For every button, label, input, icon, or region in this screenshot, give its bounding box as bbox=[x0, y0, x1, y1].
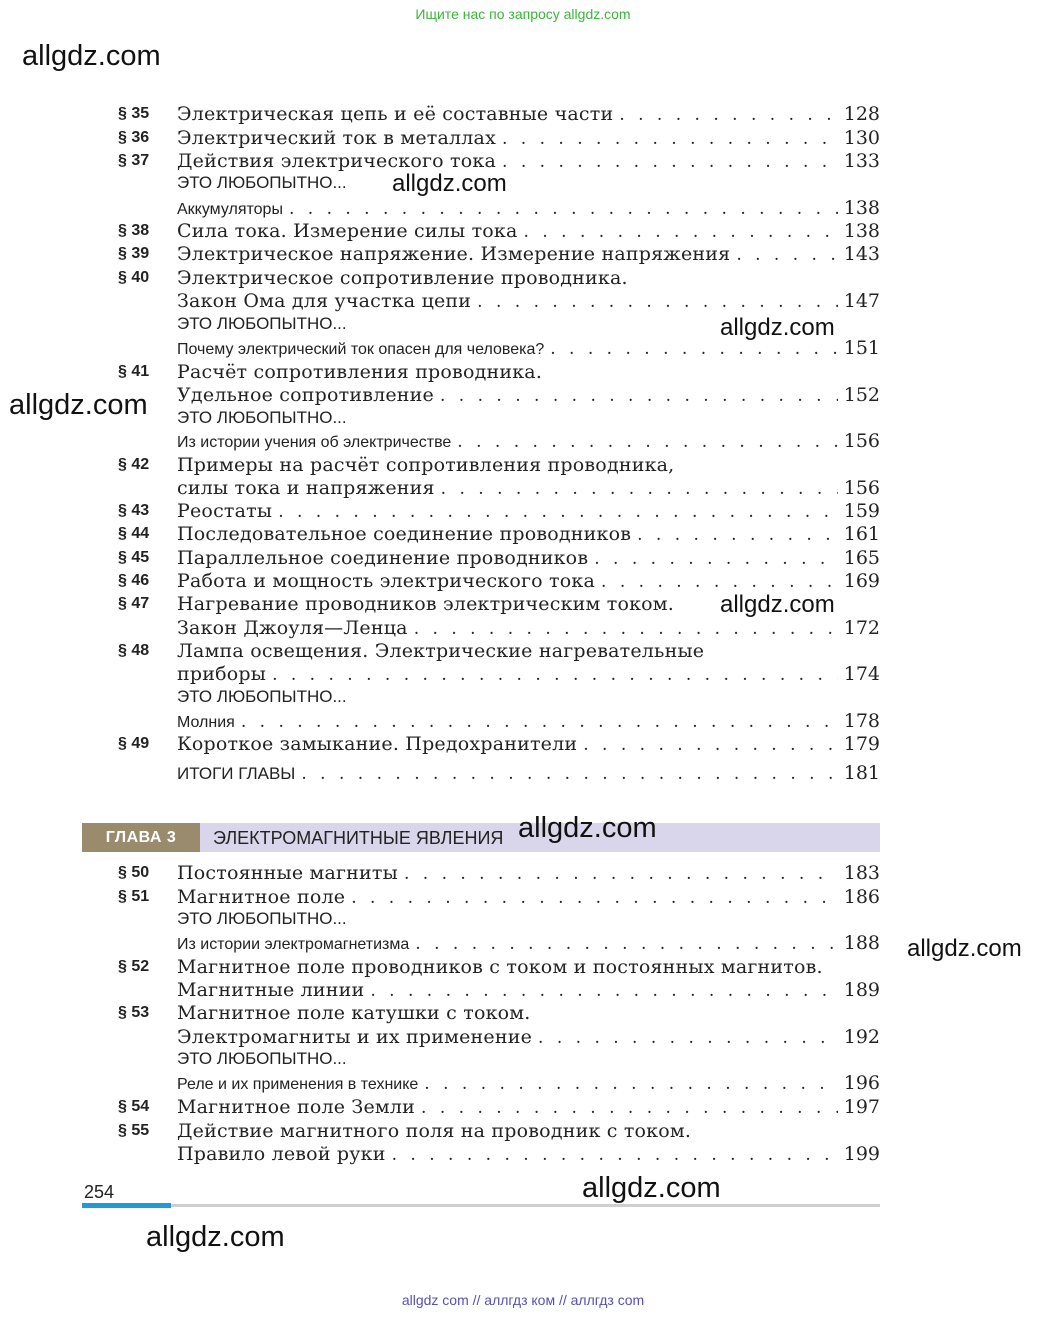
toc-entry bbox=[118, 384, 880, 407]
toc-line bbox=[177, 220, 880, 242]
watermark: allgdz.com bbox=[9, 389, 148, 421]
toc-entry bbox=[118, 408, 880, 431]
toc-title: силы тока и напряжения bbox=[177, 477, 435, 499]
toc-entry bbox=[118, 127, 880, 150]
toc-title: Нагревание проводников электрическим током. bbox=[177, 593, 675, 615]
toc-title: Аккумуляторы bbox=[177, 201, 283, 218]
section-number: § 47 bbox=[118, 595, 150, 612]
toc-entry bbox=[118, 1072, 880, 1095]
bottom-banner: allgdz com // аллгдз ком // аллгдз com bbox=[401, 1292, 645, 1308]
dot-leader bbox=[736, 245, 837, 265]
toc-line bbox=[177, 523, 880, 545]
toc-page-number: 152 bbox=[843, 384, 880, 406]
toc-entry bbox=[118, 173, 880, 196]
toc-title: Из истории учения об электричестве bbox=[177, 434, 452, 451]
toc-title: Электромагниты и их применение bbox=[177, 1026, 533, 1048]
toc-title: Электрическое сопротивление проводника. bbox=[177, 267, 628, 289]
toc-entry bbox=[118, 1120, 880, 1143]
toc-page-number: 156 bbox=[843, 477, 880, 499]
toc-line bbox=[177, 243, 880, 265]
toc-entry bbox=[118, 477, 880, 500]
toc-title: ЭТО ЛЮБОПЫТНО... bbox=[177, 909, 347, 928]
toc-entry bbox=[118, 197, 880, 220]
toc-entry bbox=[118, 454, 880, 477]
dot-leader bbox=[457, 432, 837, 452]
toc-title: Последовательное соединение проводников bbox=[177, 523, 632, 545]
toc-page-number: 156 bbox=[843, 430, 880, 452]
section-number: § 48 bbox=[118, 642, 150, 659]
toc-title: Магнитные линии bbox=[177, 979, 365, 1001]
section-number: § 49 bbox=[118, 735, 150, 752]
toc-line bbox=[177, 886, 880, 908]
section-number: § 39 bbox=[118, 245, 150, 262]
toc-page-number: 128 bbox=[843, 103, 880, 125]
toc-line bbox=[177, 314, 880, 334]
toc-title: Магнитное поле проводников с током и постоянных магнитов. bbox=[177, 956, 823, 978]
dot-leader bbox=[351, 888, 838, 908]
toc-line bbox=[177, 733, 880, 755]
watermark: allgdz.com bbox=[720, 314, 835, 341]
dot-leader bbox=[289, 199, 838, 219]
toc-line bbox=[177, 1096, 880, 1118]
section-number: § 35 bbox=[118, 105, 150, 122]
toc-line bbox=[177, 932, 880, 954]
section-number: § 46 bbox=[118, 572, 150, 589]
toc-line bbox=[177, 150, 880, 172]
dot-leader bbox=[370, 981, 837, 1001]
toc-line bbox=[177, 687, 880, 707]
toc-page-number: 143 bbox=[843, 243, 880, 265]
toc-line bbox=[177, 290, 880, 312]
toc-entry bbox=[118, 570, 880, 593]
toc-entry bbox=[118, 361, 880, 384]
toc-page-number: 188 bbox=[843, 932, 880, 954]
toc-entry bbox=[118, 523, 880, 546]
toc-line bbox=[177, 862, 880, 884]
toc-entry bbox=[118, 103, 880, 126]
toc-title: Электрическая цепь и её составные части bbox=[177, 103, 614, 125]
dot-leader bbox=[583, 735, 838, 755]
toc-entry bbox=[118, 956, 880, 979]
toc-title: Магнитное поле катушки с током. bbox=[177, 1002, 531, 1024]
toc-page-number: 169 bbox=[843, 570, 880, 592]
chapter-tag: ГЛАВА 3 bbox=[82, 823, 200, 852]
toc-page-number: 189 bbox=[843, 979, 880, 1001]
toc-page-number: 133 bbox=[843, 150, 880, 172]
toc-title: Работа и мощность электрического тока bbox=[177, 570, 596, 592]
dot-leader bbox=[415, 934, 837, 954]
toc-page-number: 138 bbox=[843, 220, 880, 242]
chapter-title: ЭЛЕКТРОМАГНИТНЫЕ ЯВЛЕНИЯ bbox=[213, 828, 504, 848]
toc-title: Действие магнитного поля на проводник с током. bbox=[177, 1120, 692, 1142]
toc-title: Магнитное поле Земли bbox=[177, 1096, 416, 1118]
toc-entry bbox=[118, 762, 880, 785]
toc-line bbox=[177, 384, 880, 406]
toc-entry bbox=[118, 500, 880, 523]
dot-leader bbox=[392, 1145, 838, 1165]
toc-title: Реостаты bbox=[177, 500, 273, 522]
toc-entry bbox=[118, 314, 880, 337]
toc-line bbox=[177, 267, 880, 289]
toc-line bbox=[177, 1049, 880, 1069]
toc-entry bbox=[118, 290, 880, 313]
toc-entry bbox=[118, 886, 880, 909]
dot-leader bbox=[272, 665, 838, 685]
watermark: allgdz.com bbox=[146, 1221, 285, 1253]
section-number: § 41 bbox=[118, 363, 150, 380]
toc-line bbox=[177, 547, 880, 569]
toc-page-number: 183 bbox=[843, 862, 880, 884]
toc-line bbox=[177, 477, 880, 499]
toc-page-number: 172 bbox=[843, 617, 880, 639]
dot-leader bbox=[538, 1028, 838, 1048]
toc-entry bbox=[118, 617, 880, 640]
dot-leader bbox=[241, 712, 838, 732]
toc-line bbox=[177, 127, 880, 149]
toc-line bbox=[177, 570, 880, 592]
toc-line bbox=[177, 762, 880, 784]
toc-line bbox=[177, 1072, 880, 1094]
toc-entry bbox=[118, 979, 880, 1002]
toc-title: Закон Ома для участка цепи bbox=[177, 290, 472, 312]
toc-entry bbox=[118, 640, 880, 663]
toc-title: Расчёт сопротивления проводника. bbox=[177, 361, 543, 383]
toc-entry bbox=[118, 430, 880, 453]
toc-page-number: 147 bbox=[843, 290, 880, 312]
toc-line bbox=[177, 979, 880, 1001]
dot-leader bbox=[550, 339, 837, 359]
watermark: allgdz.com bbox=[720, 591, 835, 618]
toc-title: Лампа освещения. Электрические нагревательные bbox=[177, 640, 705, 662]
toc-line bbox=[177, 593, 880, 615]
toc-entry bbox=[118, 1049, 880, 1072]
section-number: § 40 bbox=[118, 269, 150, 286]
toc-page-number: 186 bbox=[843, 886, 880, 908]
toc-line bbox=[177, 663, 880, 685]
dot-leader bbox=[637, 525, 838, 545]
toc-page-number: 178 bbox=[843, 710, 880, 732]
chapter-header bbox=[82, 823, 880, 852]
section-number: § 37 bbox=[118, 152, 150, 169]
toc-entry bbox=[118, 243, 880, 266]
toc-line bbox=[177, 1026, 880, 1048]
toc-title: Действия электрического тока bbox=[177, 150, 497, 172]
toc-page-number: 161 bbox=[843, 523, 880, 545]
toc-title: ЭТО ЛЮБОПЫТНО... bbox=[177, 1049, 347, 1068]
toc-entry bbox=[118, 220, 880, 243]
dot-leader bbox=[424, 1074, 837, 1094]
toc-line bbox=[177, 1120, 880, 1142]
toc-title: Почему электрический ток опасен для человека? bbox=[177, 341, 545, 358]
section-number: § 53 bbox=[118, 1004, 150, 1021]
toc-line bbox=[177, 173, 880, 193]
dot-leader bbox=[502, 152, 838, 172]
dot-leader bbox=[440, 386, 838, 406]
toc-title: Из истории электромагнетизма bbox=[177, 936, 410, 953]
toc-page-number: 181 bbox=[843, 762, 880, 784]
toc-title: ЭТО ЛЮБОПЫТНО... bbox=[177, 173, 347, 192]
watermark: allgdz.com bbox=[518, 812, 657, 844]
dot-leader bbox=[421, 1098, 838, 1118]
toc-line bbox=[177, 500, 880, 522]
toc-page-number: 159 bbox=[843, 500, 880, 522]
toc-entry bbox=[118, 593, 880, 616]
toc-title: ЭТО ЛЮБОПЫТНО... bbox=[177, 687, 347, 706]
toc-title: Короткое замыкание. Предохранители bbox=[177, 733, 578, 755]
toc-title: ИТОГИ ГЛАВЫ bbox=[177, 764, 296, 783]
dot-leader bbox=[441, 479, 838, 499]
toc-title: Молния bbox=[177, 714, 235, 731]
toc-page-number: 174 bbox=[843, 663, 880, 685]
toc-entry bbox=[118, 1096, 880, 1119]
toc-entry bbox=[118, 150, 880, 173]
toc-line bbox=[177, 1143, 880, 1165]
toc-title: Электрическое напряжение. Измерение напряжения bbox=[177, 243, 731, 265]
section-number: § 42 bbox=[118, 456, 150, 473]
toc-line bbox=[177, 640, 880, 662]
toc-line bbox=[177, 430, 880, 452]
toc-entry bbox=[118, 547, 880, 570]
toc-line bbox=[177, 454, 880, 476]
watermark: allgdz.com bbox=[907, 935, 1022, 962]
dot-leader bbox=[502, 129, 838, 149]
dot-leader bbox=[601, 572, 838, 592]
toc-title: Правило левой руки bbox=[177, 1143, 386, 1165]
section-number: § 52 bbox=[118, 958, 150, 975]
toc-line bbox=[177, 956, 880, 978]
section-number: § 36 bbox=[118, 129, 150, 146]
toc-page-number: 130 bbox=[843, 127, 880, 149]
dot-leader bbox=[477, 292, 838, 312]
toc-entry bbox=[118, 710, 880, 733]
toc-title: ЭТО ЛЮБОПЫТНО... bbox=[177, 314, 347, 333]
toc-title: Постоянные магниты bbox=[177, 862, 398, 884]
footer-accent-bar bbox=[82, 1203, 171, 1208]
toc-page-number: 179 bbox=[843, 733, 880, 755]
watermark: allgdz.com bbox=[392, 170, 507, 197]
toc-title: Реле и их применения в технике bbox=[177, 1076, 419, 1093]
toc-line bbox=[177, 197, 880, 219]
toc-page-number: 165 bbox=[843, 547, 880, 569]
watermark: allgdz.com bbox=[22, 40, 161, 72]
section-number: § 55 bbox=[118, 1122, 150, 1139]
toc-line bbox=[177, 361, 880, 383]
watermark: allgdz.com bbox=[582, 1172, 721, 1204]
toc-title: приборы bbox=[177, 663, 267, 685]
section-number: § 43 bbox=[118, 502, 150, 519]
footer-page-number: 254 bbox=[84, 1182, 115, 1202]
top-banner: Ищите нас по запросу allgdz.com bbox=[415, 6, 631, 22]
section-number: § 38 bbox=[118, 222, 150, 239]
toc-entry bbox=[118, 1143, 880, 1166]
dot-leader bbox=[619, 105, 837, 125]
toc-title: Параллельное соединение проводников bbox=[177, 547, 589, 569]
section-number: § 51 bbox=[118, 888, 150, 905]
toc-entry bbox=[118, 932, 880, 955]
dot-leader bbox=[414, 619, 838, 639]
toc-line bbox=[177, 103, 880, 125]
toc-title: Закон Джоуля—Ленца bbox=[177, 617, 408, 639]
toc-title: Сила тока. Измерение силы тока bbox=[177, 220, 518, 242]
toc-title: ЭТО ЛЮБОПЫТНО... bbox=[177, 408, 347, 427]
toc-title: Магнитное поле bbox=[177, 886, 346, 908]
toc-line bbox=[177, 408, 880, 428]
dot-leader bbox=[594, 549, 838, 569]
section-number: § 45 bbox=[118, 549, 150, 566]
toc-page-number: 199 bbox=[843, 1143, 880, 1165]
footer-divider bbox=[82, 1204, 880, 1207]
toc-entry bbox=[118, 687, 880, 710]
section-number: § 54 bbox=[118, 1098, 150, 1115]
toc-entry bbox=[118, 909, 880, 932]
dot-leader bbox=[278, 502, 838, 522]
toc-line bbox=[177, 337, 880, 359]
toc-entry bbox=[118, 1026, 880, 1049]
toc-page-number: 151 bbox=[843, 337, 880, 359]
toc-entry bbox=[118, 337, 880, 360]
toc-page-number: 192 bbox=[843, 1026, 880, 1048]
dot-leader bbox=[404, 864, 838, 884]
toc-entry bbox=[118, 663, 880, 686]
section-number: § 44 bbox=[118, 525, 150, 542]
toc-entry bbox=[118, 733, 880, 756]
dot-leader bbox=[524, 222, 838, 242]
section-number: § 50 bbox=[118, 864, 150, 881]
toc-page-number: 196 bbox=[843, 1072, 880, 1094]
toc-page-number: 197 bbox=[843, 1096, 880, 1118]
toc-line bbox=[177, 1002, 880, 1024]
dot-leader bbox=[301, 764, 837, 784]
toc-entry bbox=[118, 862, 880, 885]
toc-page-number: 138 bbox=[843, 197, 880, 219]
toc-entry bbox=[118, 267, 880, 290]
toc-entry bbox=[118, 1002, 880, 1025]
toc-line bbox=[177, 909, 880, 929]
toc-title: Примеры на расчёт сопротивления проводника, bbox=[177, 454, 675, 476]
toc-title: Электрический ток в металлах bbox=[177, 127, 496, 149]
toc-line bbox=[177, 710, 880, 732]
toc-line bbox=[177, 617, 880, 639]
toc-title: Удельное сопротивление bbox=[177, 384, 434, 406]
